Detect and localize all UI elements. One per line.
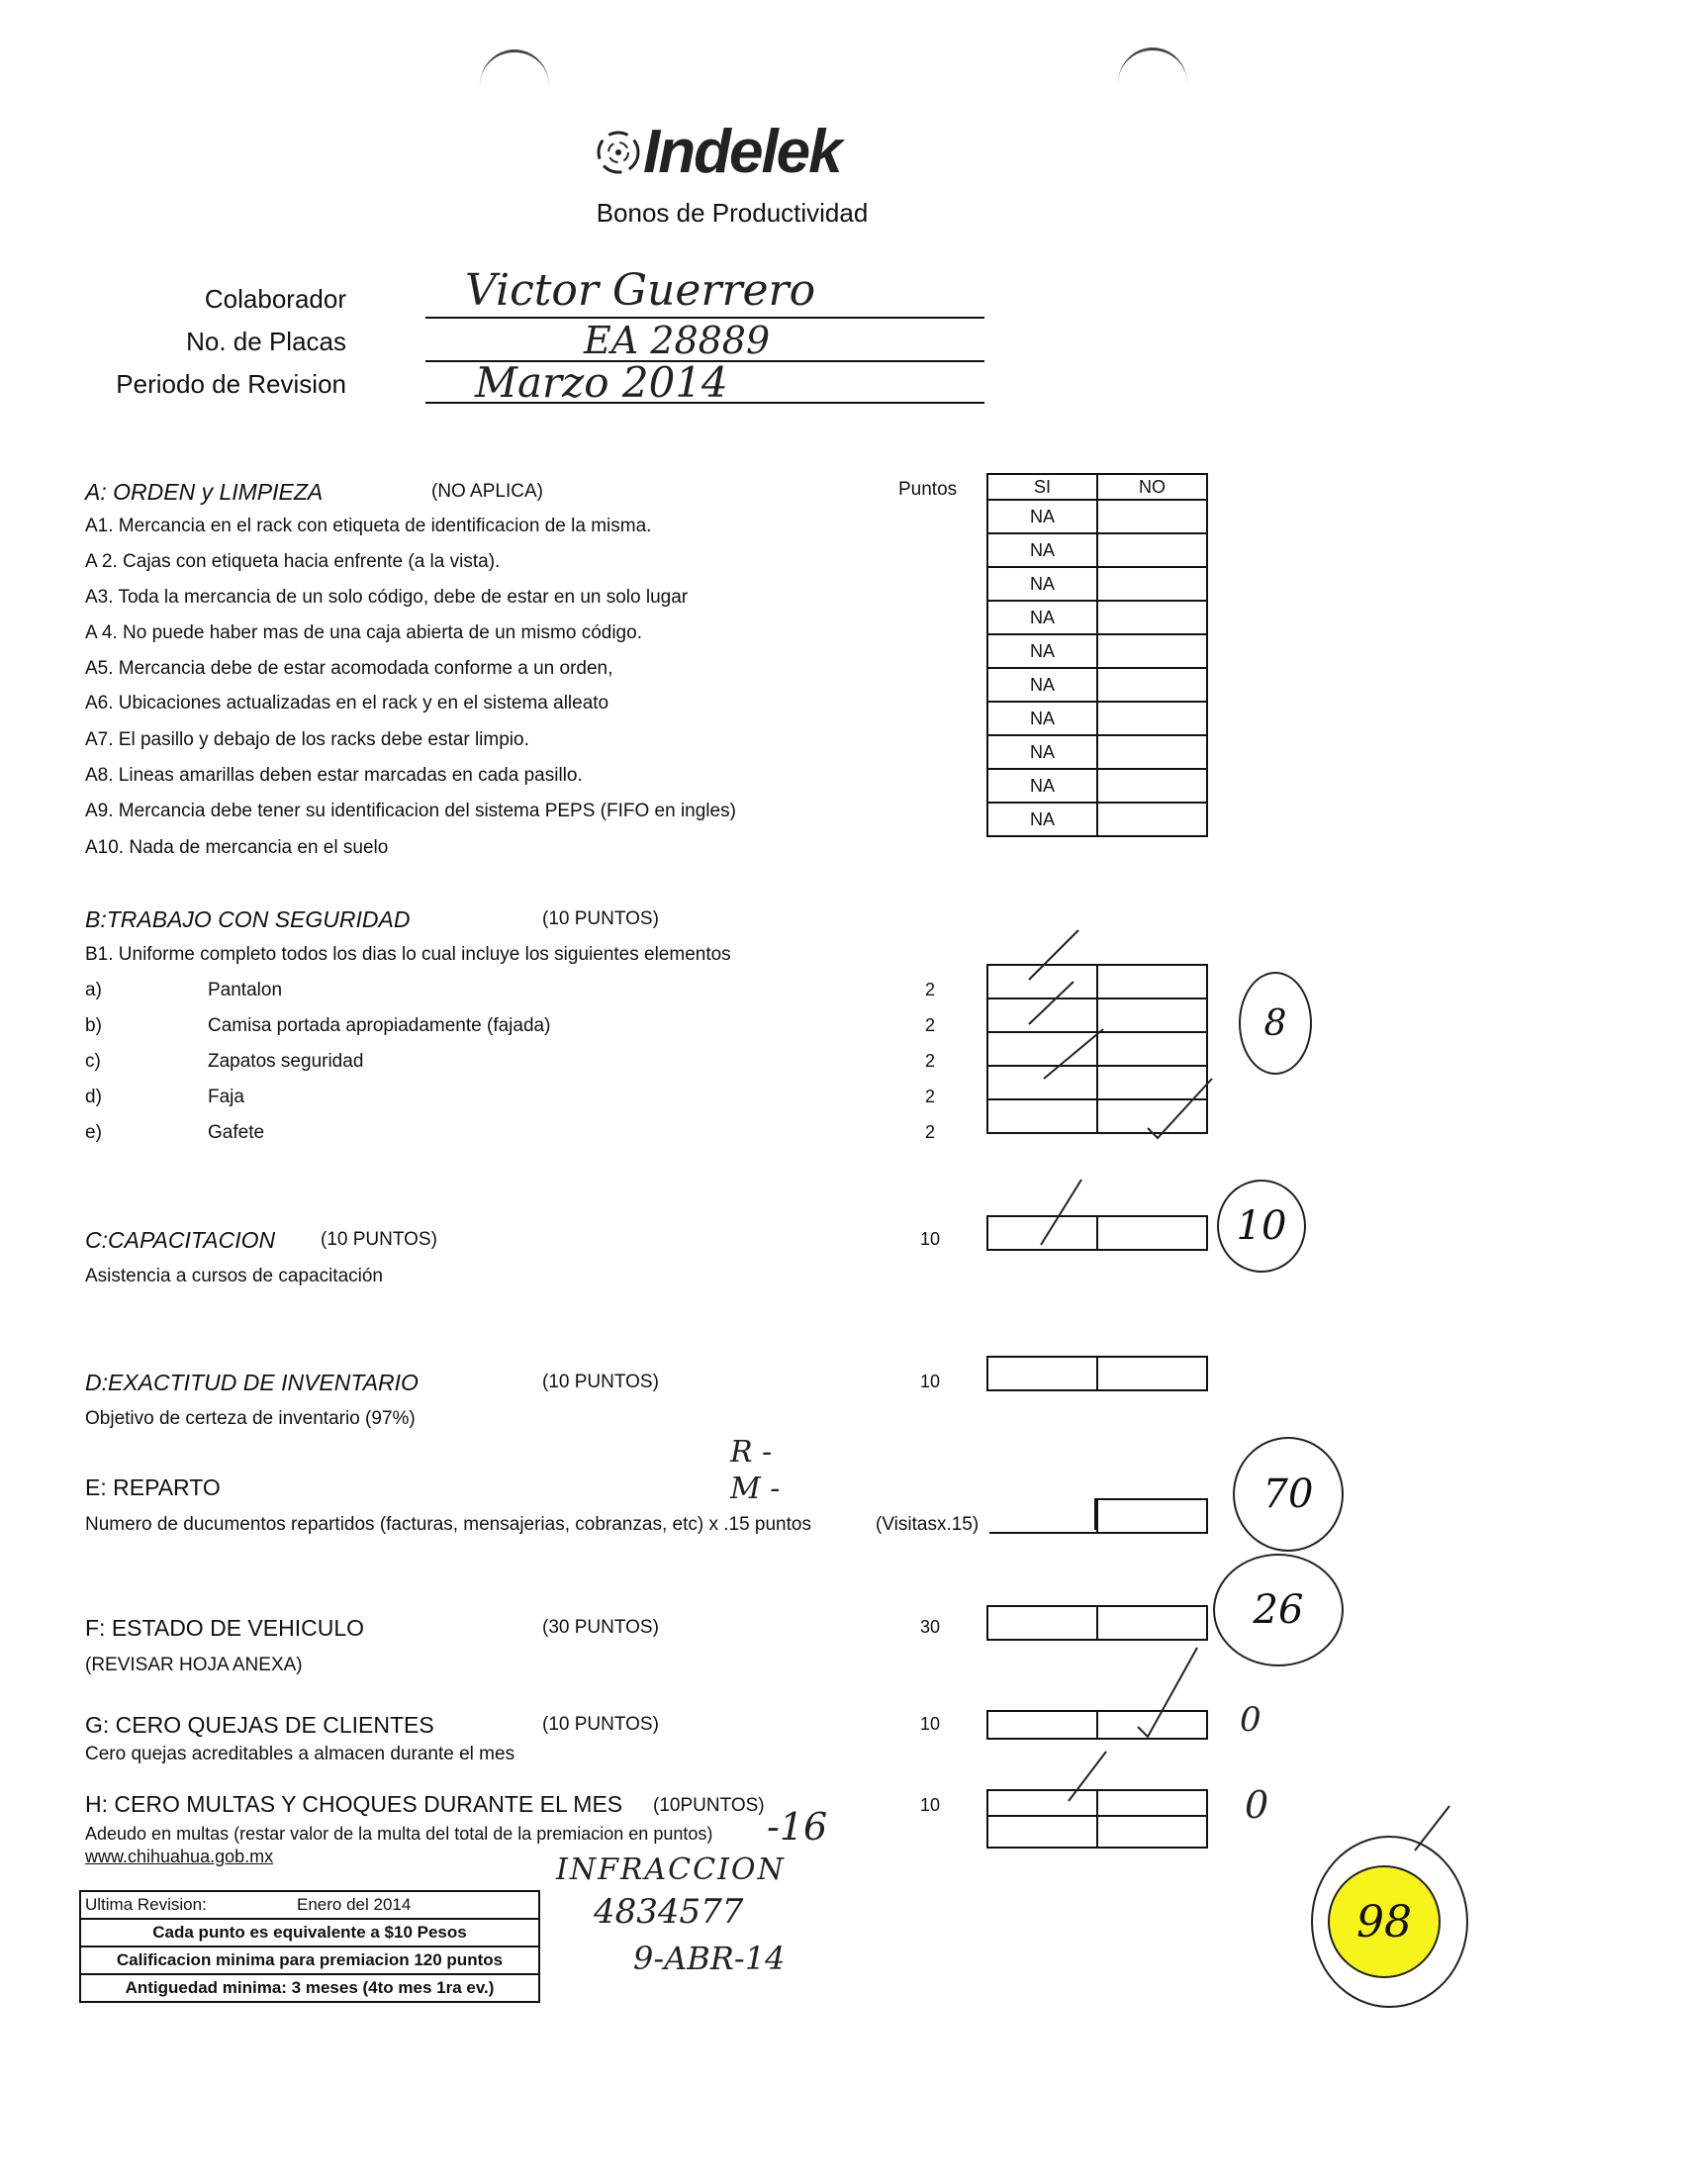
- a8-si: NA: [987, 735, 1097, 769]
- footer-line-1: Cada punto es equivalente a $10 Pesos: [81, 1918, 538, 1946]
- section-c-score: 10: [1217, 1180, 1306, 1273]
- a2-si: NA: [987, 533, 1097, 567]
- total-slash-mark: [1415, 1806, 1449, 1851]
- period-label: Periodo de Revision: [116, 369, 346, 399]
- section-h-ticket-number: 4834577: [594, 1892, 744, 1932]
- logo-text: Indelek: [643, 118, 841, 186]
- check-mark-c: [1041, 1180, 1081, 1245]
- b-item-c-points: 2: [924, 1051, 935, 1071]
- section-a-title: A: ORDEN y LIMPIEZA: [85, 479, 324, 505]
- b1-intro: B1. Uniforme completo todos los dias lo cual incluye los siguientes elementos: [85, 944, 731, 965]
- a1-si: NA: [987, 500, 1097, 533]
- col-si-header: SI: [987, 474, 1097, 500]
- section-e-score: 70: [1233, 1437, 1344, 1552]
- b-item-e-text: Gafete: [208, 1122, 265, 1143]
- section-c-points: 10: [919, 1229, 941, 1249]
- section-e-note-r: R -: [730, 1435, 773, 1470]
- footer-revision-value: Enero del 2014: [297, 1895, 412, 1914]
- a7-si: NA: [987, 702, 1097, 735]
- b-item-a-letter: a): [85, 980, 102, 1000]
- section-g-title: G: CERO QUEJAS DE CLIENTES: [85, 1712, 434, 1738]
- section-c-points-note: (10 PUNTOS): [321, 1229, 437, 1250]
- section-e-note-m: M -: [730, 1472, 781, 1506]
- section-g-points: 10: [919, 1714, 941, 1734]
- section-h-title: H: CERO MULTAS Y CHOQUES DURANTE EL MES: [85, 1791, 623, 1817]
- col-no-header: NO: [1097, 474, 1207, 500]
- section-d-points-note: (10 PUNTOS): [542, 1372, 659, 1392]
- collaborator-label: Colaborador: [204, 284, 346, 314]
- a4-text: A 4. No puede haber mas de una caja abierta de un mismo código.: [85, 622, 642, 643]
- section-e-desc: Numero de ducumentos repartidos (facturas, mensajerias, cobranzas, etc) x .15 puntos: [85, 1514, 811, 1535]
- check-mark-b-b: [1029, 982, 1074, 1024]
- a3-si: NA: [987, 567, 1097, 601]
- section-h-deduction: -16: [767, 1805, 828, 1849]
- check-mark-g: [1138, 1648, 1197, 1737]
- section-h-points: 10: [919, 1795, 941, 1815]
- section-g-score: 0: [1240, 1700, 1261, 1740]
- b-item-c-letter: c): [85, 1051, 101, 1072]
- period-value: Marzo 2014: [475, 358, 728, 407]
- b-item-b-text: Camisa portada apropiadamente (fajada): [208, 1015, 551, 1036]
- section-d-desc: Objetivo de certeza de inventario (97%): [85, 1408, 416, 1429]
- check-mark-h: [1069, 1752, 1106, 1801]
- a2-text: A 2. Cajas con etiqueta hacia enfrente (a la vista).: [85, 551, 501, 572]
- footer-line-2: Calificacion minima para premiacion 120 puntos: [81, 1946, 538, 1973]
- b-item-a-points: 2: [924, 980, 935, 999]
- section-g-desc: Cero quejas acreditables a almacen durante el mes: [85, 1744, 515, 1764]
- a4-si: NA: [987, 601, 1097, 634]
- section-b-title: B:TRABAJO CON SEGURIDAD: [85, 906, 411, 932]
- b-item-b-points: 2: [924, 1015, 935, 1035]
- check-mark-b-c: [1044, 1029, 1103, 1079]
- chihuahua-link[interactable]: www.chihuahua.gob.mx: [85, 1847, 274, 1866]
- section-h-points-note: (10PUNTOS): [653, 1795, 765, 1816]
- b-item-e-letter: e): [85, 1122, 102, 1143]
- section-e-points-label: (Visitasx.15): [876, 1514, 980, 1535]
- b-item-d-letter: d): [85, 1087, 102, 1107]
- section-d-points: 10: [919, 1372, 941, 1391]
- section-f-title: F: ESTADO DE VEHICULO: [85, 1615, 365, 1641]
- section-f-points: 30: [919, 1617, 941, 1637]
- document-title: Bonos de Productividad: [596, 198, 869, 228]
- section-h-infraccion: INFRACCION: [556, 1852, 786, 1887]
- a5-text: A5. Mercancia debe de estar acomodada conforme a un orden,: [85, 658, 613, 679]
- section-g-points-note: (10 PUNTOS): [542, 1714, 659, 1735]
- check-mark-b-a: [1029, 930, 1078, 980]
- check-mark-b-e: [1148, 1079, 1212, 1138]
- a9-si: NA: [987, 769, 1097, 803]
- collaborator-value: Victor Guerrero: [465, 265, 816, 316]
- section-b-points-note: (10 PUNTOS): [542, 908, 659, 929]
- section-c-title: C:CAPACITACION: [85, 1227, 276, 1253]
- a10-text: A10. Nada de mercancia en el suelo: [85, 837, 389, 858]
- b-item-e-points: 2: [924, 1122, 935, 1142]
- plate-label: No. de Placas: [186, 327, 346, 356]
- b-item-b-letter: b): [85, 1015, 102, 1036]
- b-item-d-text: Faja: [208, 1087, 244, 1107]
- a7-text: A7. El pasillo y debajo de los racks debe estar limpio.: [85, 729, 529, 750]
- points-header: Puntos: [898, 479, 958, 500]
- total-score: 98: [1328, 1865, 1441, 1978]
- section-e-title: E: REPARTO: [85, 1474, 221, 1500]
- section-f-points-note: (30 PUNTOS): [542, 1617, 659, 1638]
- section-h-desc: Adeudo en multas (restar valor de la multa del total de la premiacion en puntos): [85, 1824, 713, 1844]
- section-d-title: D:EXACTITUD DE INVENTARIO: [85, 1370, 419, 1395]
- a6-si: NA: [987, 668, 1097, 702]
- a10-si: NA: [987, 803, 1097, 836]
- a5-si: NA: [987, 634, 1097, 668]
- footer-revision-label: Ultima Revision:: [85, 1895, 207, 1914]
- section-a-points-note: (NO APLICA): [431, 481, 543, 502]
- footer-line-3: Antiguedad minima: 3 meses (4to mes 1ra ev.): [81, 1973, 538, 2001]
- section-h-date: 9-ABR-14: [633, 1940, 786, 1977]
- a8-text: A8. Lineas amarillas deben estar marcadas en cada pasillo.: [85, 765, 583, 786]
- plate-value: EA 28889: [584, 319, 771, 362]
- section-f-desc: (REVISAR HOJA ANEXA): [85, 1655, 303, 1675]
- section-h-score: 0: [1245, 1783, 1269, 1827]
- b-item-a-text: Pantalon: [208, 980, 283, 1000]
- section-c-desc: Asistencia a cursos de capacitación: [85, 1266, 383, 1286]
- section-b-score: 8: [1239, 972, 1312, 1075]
- a3-text: A3. Toda la mercancia de un solo código, debe de estar en un solo lugar: [85, 587, 689, 608]
- b-item-c-text: Zapatos seguridad: [208, 1051, 364, 1072]
- a1-text: A1. Mercancia en el rack con etiqueta de identificacion de la misma.: [85, 516, 652, 536]
- section-f-score: 26: [1213, 1554, 1344, 1666]
- a6-text: A6. Ubicaciones actualizadas en el rack y en el sistema alleato: [85, 693, 609, 713]
- a9-text: A9. Mercancia debe tener su identificacion del sistema PEPS (FIFO en ingles): [85, 801, 736, 821]
- b-item-d-points: 2: [924, 1087, 935, 1106]
